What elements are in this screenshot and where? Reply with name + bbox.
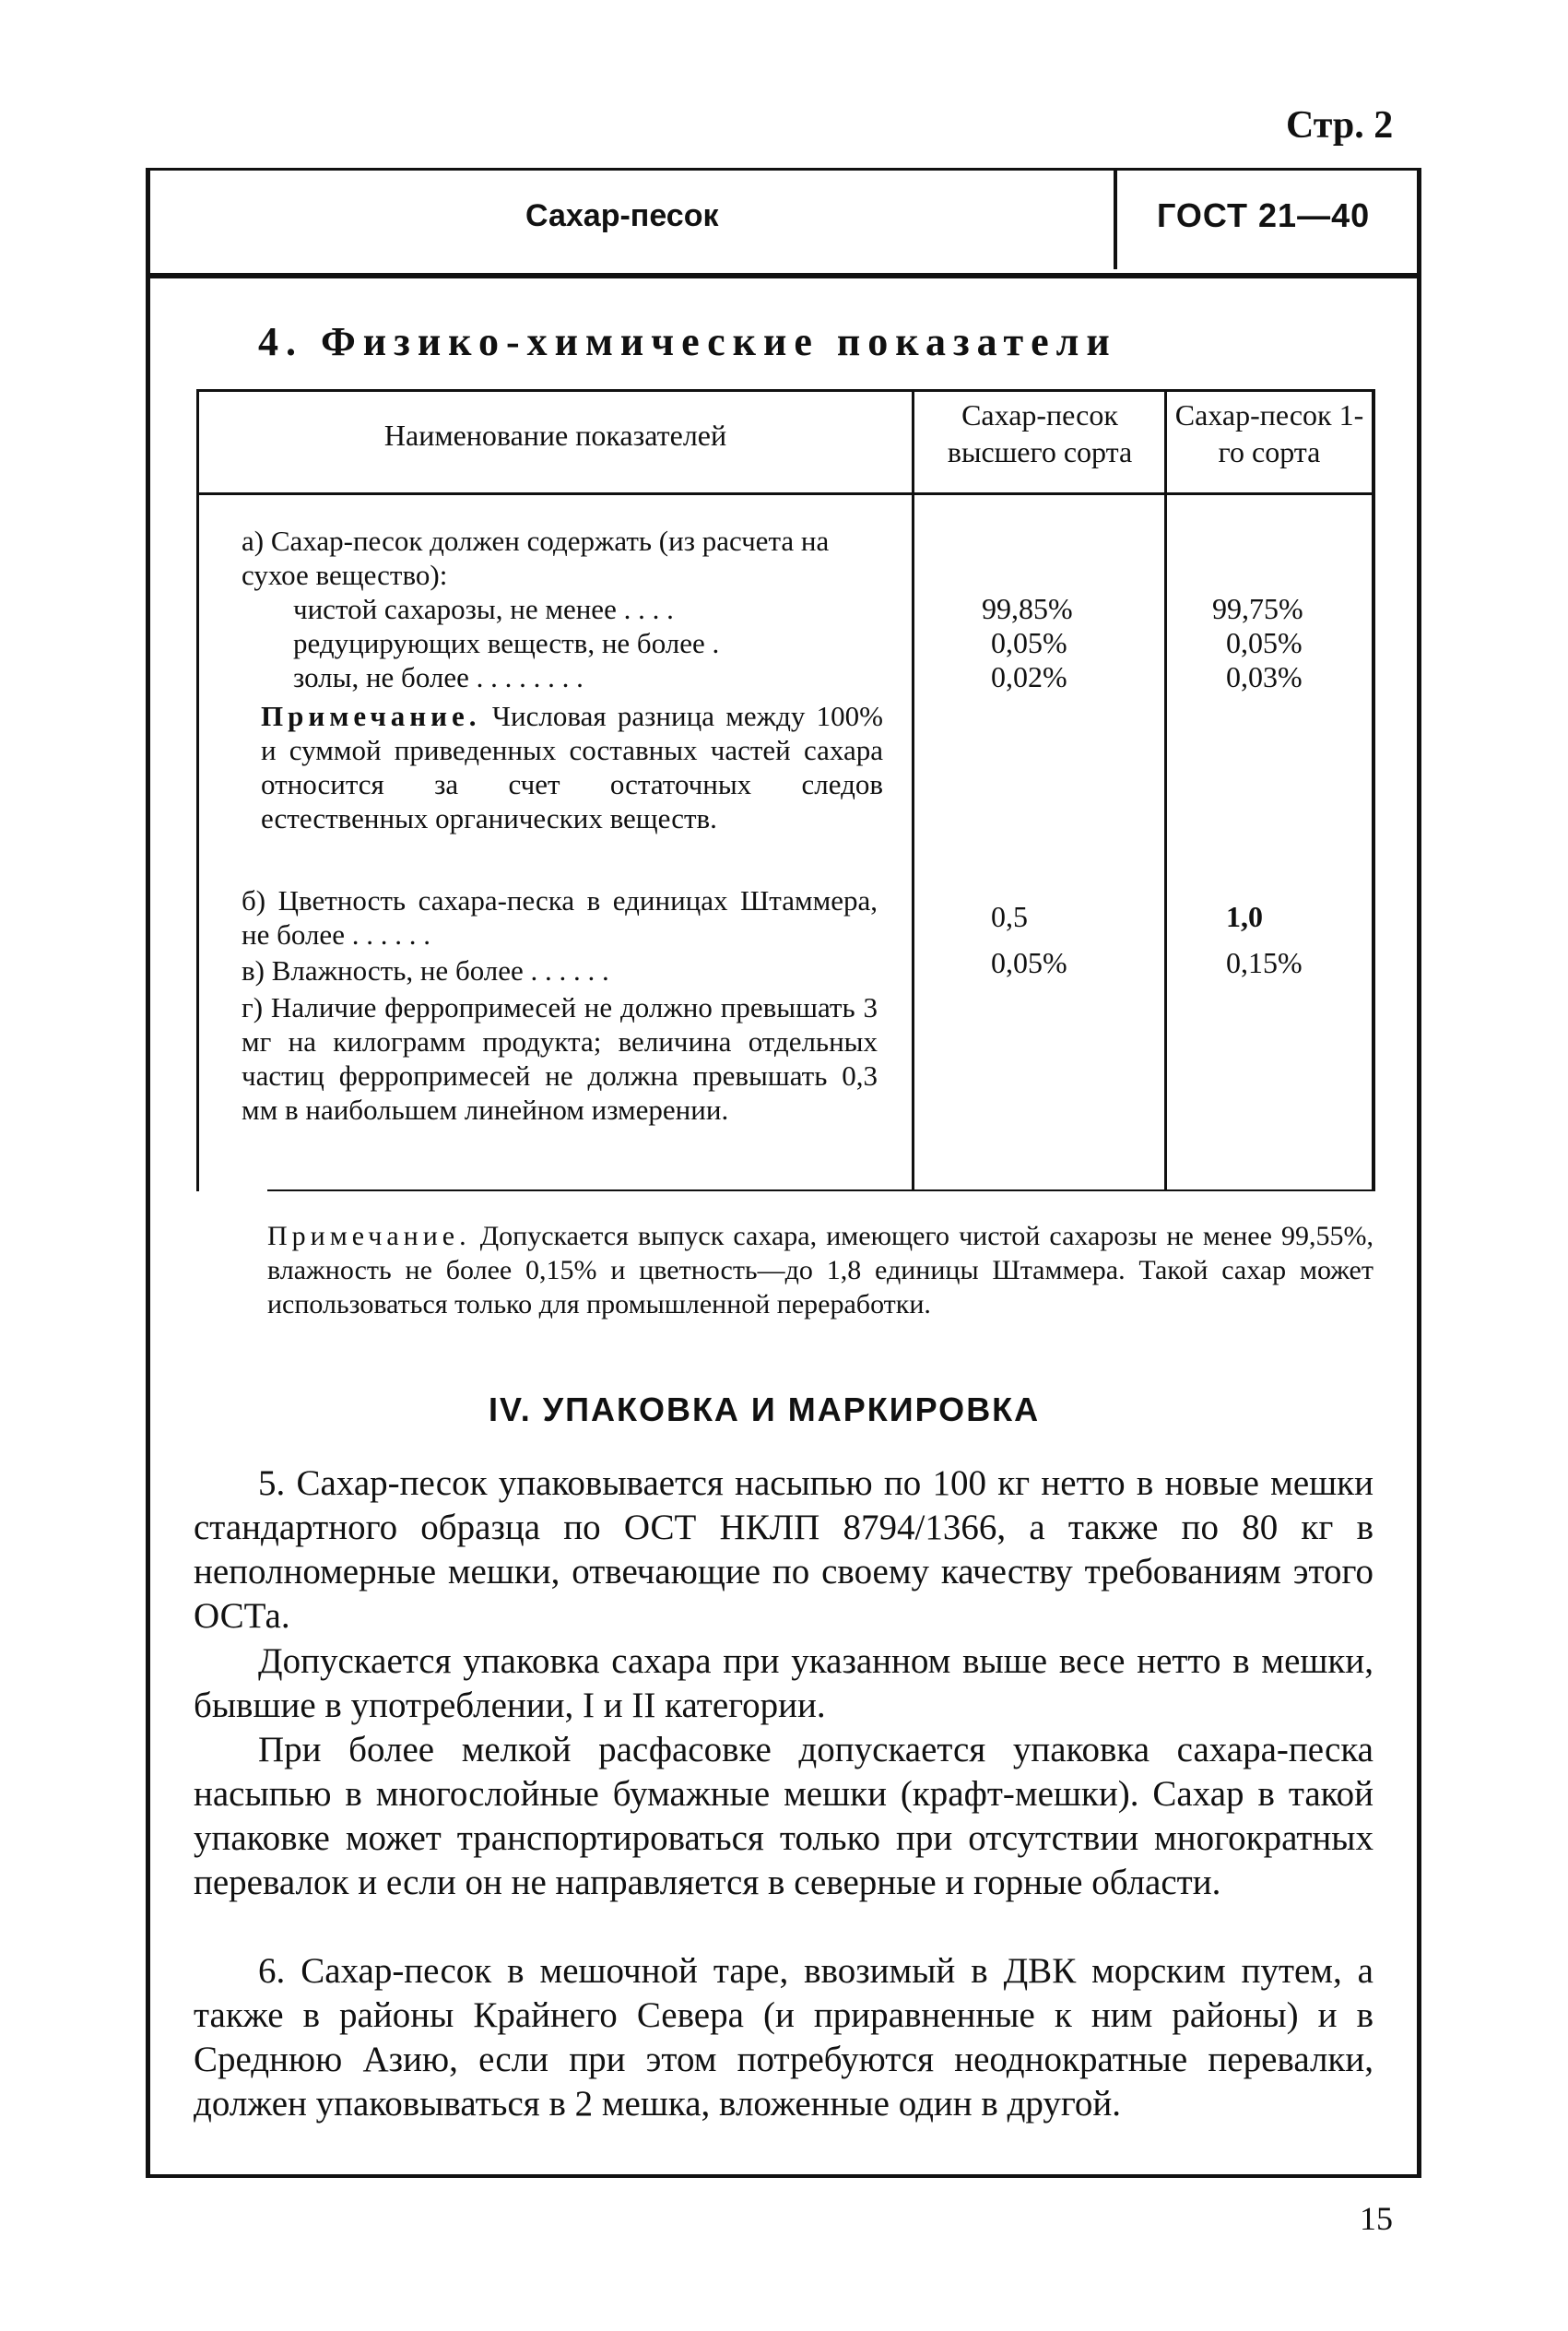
header-bottom-rule (146, 273, 1421, 278)
page-number: Стр. 2 (1286, 104, 1394, 147)
row-a-item-reducing: редуцирующих веществ, не более . (293, 627, 720, 659)
footnote-label: Примечание. (267, 1221, 471, 1251)
paragraph-used-bags: Допускается упаковка сахара при указанном выше весе нетто в мешки, бывшие в употреблении, I и II категории. (194, 1641, 1373, 1725)
row-g-iron-impurities: г) Наличие ферропримесей не должно превышать 3 мг на килограмм продукта; величина отдельных частиц ферропримесей не должна превышать 0,3 мм в наибольшем линейном измерении. (242, 991, 878, 1126)
table-top-rule (196, 389, 1374, 392)
top-grade-sucrose: 99,85% (982, 592, 1073, 625)
paragraph-6: 6. Сахар-песок в мешочной таре, ввозимый в ДВК морским путем, а также в районы Крайнего Севера (и приравненные к ним районы) и в Среднюю Азию, если при этом потребуются неоднократные перевалки, должен упаковываться в 2 мешка, вложенные один в другой. (194, 1951, 1373, 2124)
table-column-rule-2 (1164, 389, 1167, 1191)
frame-left-border (146, 168, 150, 2178)
row-a-intro: а) Сахар-песок должен содержать (из расчета на сухое вещество): (242, 525, 830, 591)
first-grade-sucrose: 99,75% (1212, 592, 1303, 625)
section-iv-title: IV. УПАКОВКА И МАРКИРОВКА (489, 1390, 1041, 1428)
row-a-note-text: Числовая разница между 100% и суммой приведенных составных частей сахара относится за счет остаточных следов естественных органических веществ. (261, 700, 883, 834)
paragraph-5: 5. Сахар-песок упаковывается насыпью по 100 кг нетто в новые мешки стандартного образца по ОСТ НКЛП 8794/1366, а также по 80 кг в неполномерные мешки, отвечающие по своему качеству требованиям этого ОСТа. (194, 1463, 1373, 1636)
row-a-item-sucrose: чистой сахарозы, не менее . . . . (293, 593, 674, 625)
top-grade-moisture: 0,05% (991, 946, 1067, 979)
row-a-note (261, 699, 883, 835)
table-left-rule (196, 389, 199, 1191)
first-grade-moisture: 0,15% (1226, 946, 1303, 979)
table-header-rule (196, 492, 1374, 495)
row-b-color: б) Цветность сахара-песка в единицах Штаммера, не более . . . . . . (242, 884, 878, 951)
header-divider (1114, 168, 1117, 269)
table-footnote (267, 1219, 1373, 1321)
header-top-rule (146, 168, 1421, 171)
table-right-rule (1372, 389, 1375, 1191)
header-title: Сахар-песок (525, 198, 719, 233)
first-grade-ash: 0,03% (1226, 660, 1303, 693)
top-grade-reducing: 0,05% (991, 626, 1067, 659)
paragraph-kraft-bags: При более мелкой расфасовке допускается упаковка сахара-песка насыпью в многослойные бумажные мешки (крафт-мешки). Сахар в такой упаковке может транспортироваться только при отсутствии многократных перевалок и если он не направляется в северные и горные области. (194, 1730, 1373, 1902)
top-grade-ash: 0,02% (991, 660, 1067, 693)
footnote-text: Допускается выпуск сахара, имеющего чистой сахарозы не менее 99,55%, влажность не более 0,15% и цветность—до 1,8 единицы Штаммера. Такой сахар может использоваться только для промышленной переработки. (267, 1221, 1373, 1319)
first-grade-color: 1,0 (1226, 900, 1263, 933)
top-grade-color: 0,5 (991, 900, 1028, 933)
column-header-first-grade: Сахар-песок 1-го сорта (1174, 398, 1364, 468)
first-grade-reducing: 0,05% (1226, 626, 1303, 659)
column-header-indicator: Наименование показателей (383, 419, 727, 452)
table-bottom-rule (267, 1189, 1373, 1191)
header-standard-code: ГОСТ 21—40 (1157, 196, 1371, 234)
folio-number: 15 (1360, 2200, 1393, 2237)
section-4-title: 4. Физико-химические показатели (258, 319, 1117, 364)
row-a-item-ash: золы, не более . . . . . . . . (293, 661, 584, 693)
frame-bottom-rule (146, 2174, 1421, 2178)
row-a-note-label: Примечание. (261, 700, 481, 732)
table-column-rule-1 (912, 389, 914, 1191)
row-v-moisture: в) Влажность, не более . . . . . . (242, 954, 609, 987)
column-header-top-grade: Сахар-песок высшего сорта (947, 398, 1133, 468)
frame-right-border (1417, 168, 1421, 2178)
